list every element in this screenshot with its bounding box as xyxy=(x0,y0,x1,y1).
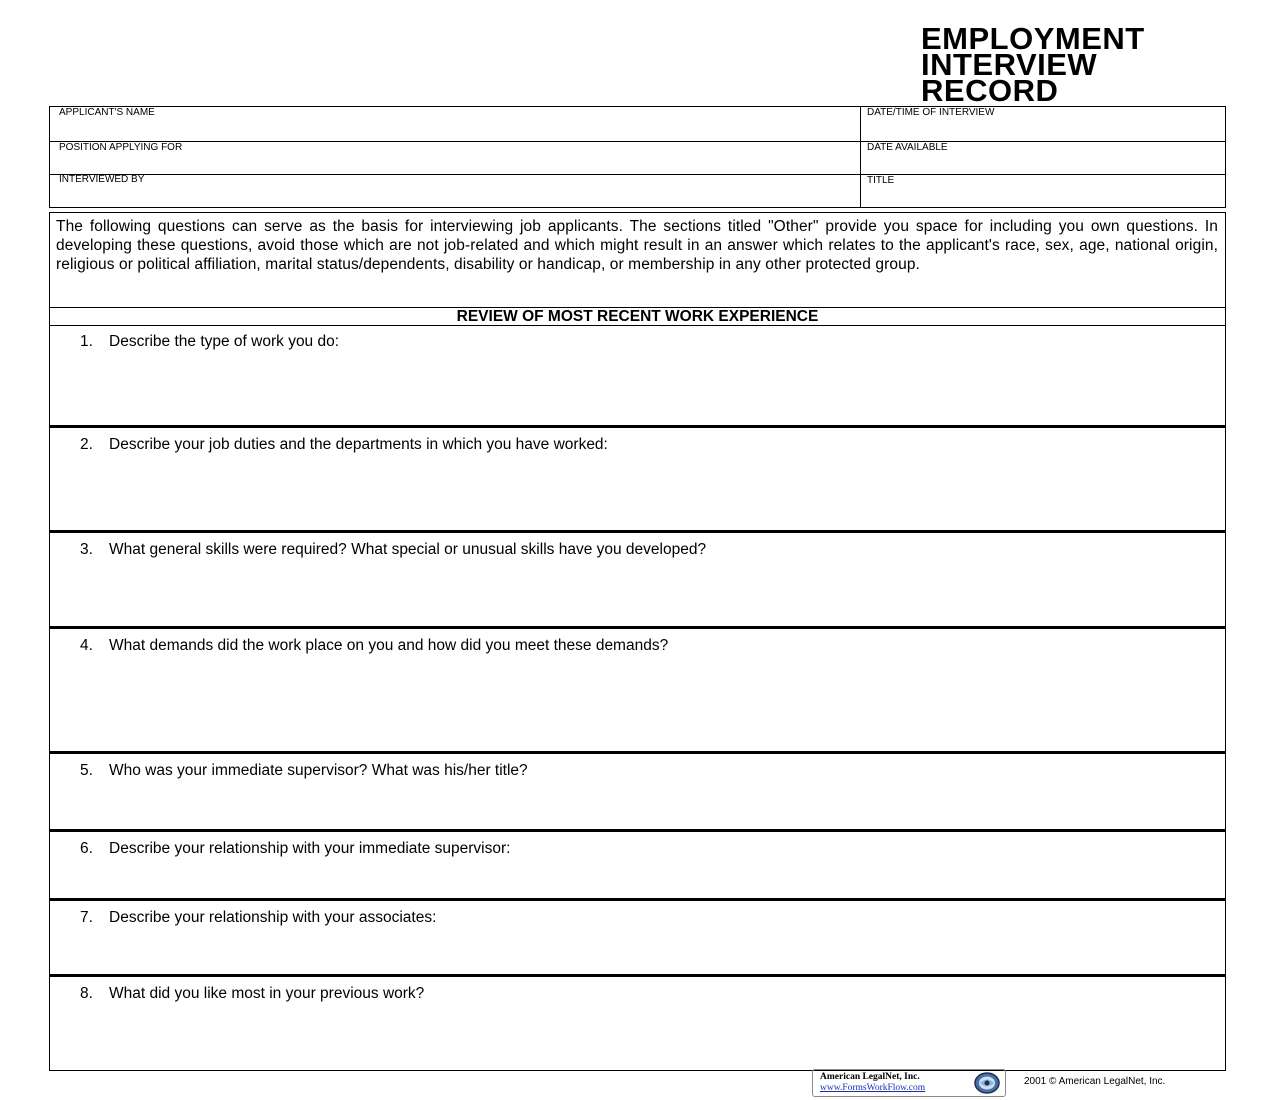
copyright-notice: 2001 © American LegalNet, Inc. xyxy=(1024,1076,1166,1087)
title-line-1: EMPLOYMENT xyxy=(921,21,1145,56)
intro-paragraph: The following questions can serve as the basis for interviewing job applicants. The sections titled "Other" provide you space for including you own questions. In developing these questions, avoid those which are not job-related and which might result in an answer which relates to the applicant's race, sex, age, national origin, religious or political affiliation, marital status/dependents, disability or handicap, or membership in any other protected group. xyxy=(56,218,1218,273)
logo-url-link[interactable]: www.FormsWorkFlow.com xyxy=(820,1083,926,1093)
question-number: 8. xyxy=(80,985,93,1002)
section-heading: REVIEW OF MOST RECENT WORK EXPERIENCE xyxy=(50,307,1225,326)
question-block-5[interactable] xyxy=(50,754,1225,829)
date-available-label: DATE AVAILABLE xyxy=(867,142,948,153)
interviewed-by-label: INTERVIEWED BY xyxy=(59,174,145,185)
question-number: 1. xyxy=(80,333,93,350)
date-time-field[interactable] xyxy=(860,107,1226,141)
question-text: What general skills were required? What special or unusual skills have you developed? xyxy=(109,541,707,558)
applicant-name-label: APPLICANT'S NAME xyxy=(59,107,155,118)
question-text: What demands did the work place on you and how did you meet these demands? xyxy=(109,637,669,654)
question-text: Describe the type of work you do: xyxy=(109,333,340,350)
question-block-3[interactable] xyxy=(50,533,1225,626)
question-number: 5. xyxy=(80,762,93,779)
question-text: Describe your relationship with your associates: xyxy=(109,909,437,926)
question-block-8[interactable] xyxy=(50,977,1225,1071)
header-fields-table xyxy=(49,106,1226,208)
question-block-2[interactable] xyxy=(50,428,1225,530)
question-text: Who was your immediate supervisor? What was his/her title? xyxy=(109,762,528,779)
question-block-4[interactable] xyxy=(50,629,1225,751)
form-title xyxy=(921,21,1145,108)
interviewed-by-field[interactable] xyxy=(50,174,860,208)
title-line-2: INTERVIEW xyxy=(921,47,1098,82)
question-block-7[interactable] xyxy=(50,901,1225,974)
position-field[interactable] xyxy=(50,142,860,174)
question-block-6[interactable] xyxy=(50,832,1225,898)
title-line-3: RECORD xyxy=(921,73,1059,108)
publisher-logo[interactable] xyxy=(812,1069,1006,1097)
question-number: 2. xyxy=(80,436,93,453)
globe-icon xyxy=(973,1072,1001,1094)
position-label: POSITION APPLYING FOR xyxy=(59,142,183,153)
question-number: 6. xyxy=(80,840,93,857)
question-block-1[interactable] xyxy=(50,325,1225,426)
questions-section xyxy=(49,212,1226,1071)
question-text: Describe your job duties and the departments in which you have worked: xyxy=(109,436,608,453)
date-time-label: DATE/TIME OF INTERVIEW xyxy=(867,107,995,118)
question-number: 7. xyxy=(80,909,93,926)
title-field[interactable] xyxy=(860,174,1226,208)
title-label: TITLE xyxy=(867,175,895,186)
question-text: What did you like most in your previous work? xyxy=(109,985,425,1002)
logo-brand: American LegalNet, Inc. xyxy=(820,1072,920,1082)
question-number: 3. xyxy=(80,541,93,558)
date-available-field[interactable] xyxy=(860,142,1226,174)
applicant-name-field[interactable] xyxy=(50,107,860,141)
question-number: 4. xyxy=(80,637,93,654)
question-text: Describe your relationship with your immediate supervisor: xyxy=(109,840,511,857)
